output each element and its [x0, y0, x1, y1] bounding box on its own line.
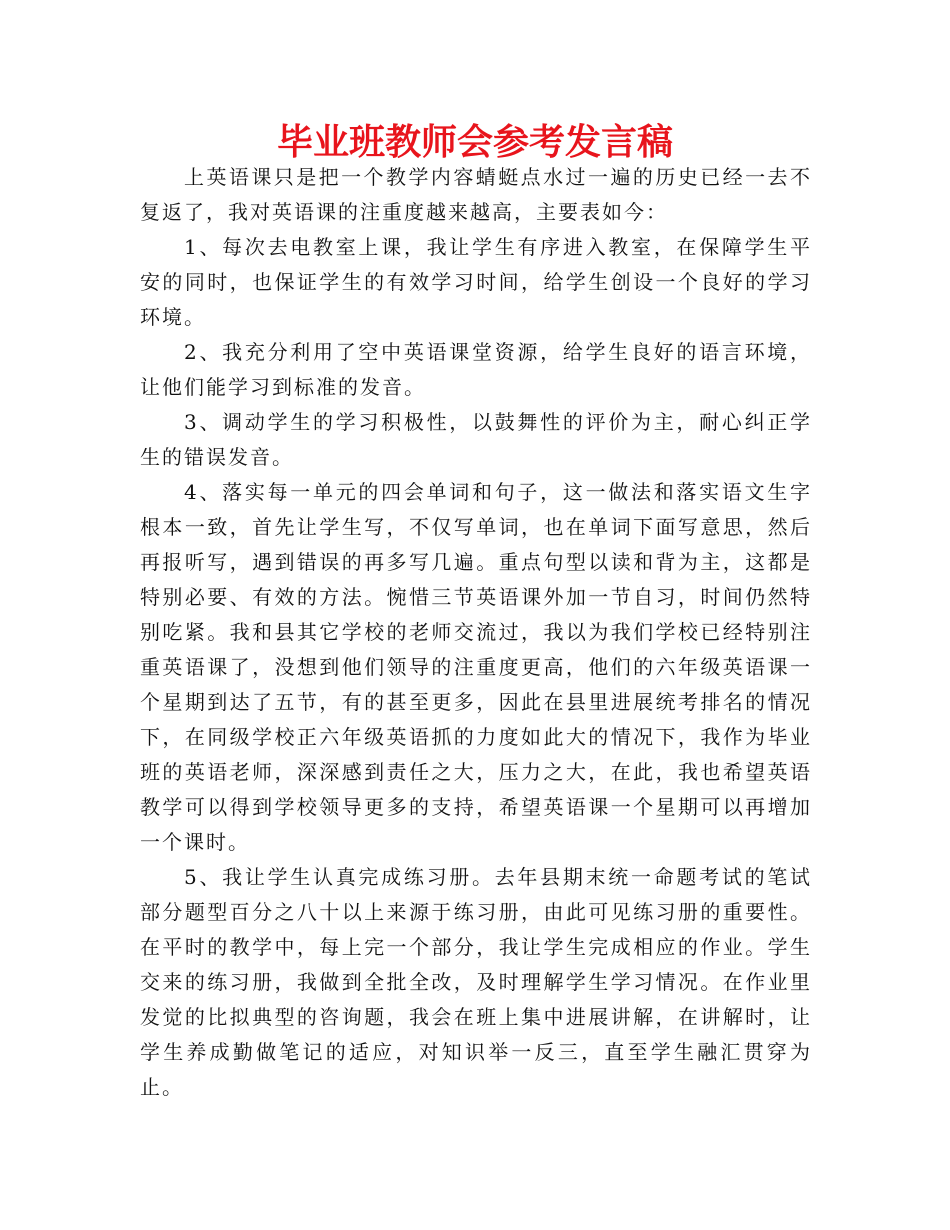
document-title: 毕业班教师会参考发言稿 — [276, 122, 673, 163]
paragraph-point-3: 3、调动学生的学习积极性，以鼓舞性的评价为主，耐心纠正学生的错误发音。 — [140, 410, 812, 469]
paragraph-intro: 上英语课只是把一个教学内容蜻蜓点水过一遍的历史已经一去不复返了，我对英语课的注重度越来越高，主要表如今： — [140, 165, 812, 224]
document-body — [140, 160, 812, 1105]
paragraph-point-2: 2、我充分利用了空中英语课堂资源，给学生良好的语言环境，让他们能学习到标准的发音。 — [140, 340, 812, 399]
paragraph-point-1: 1、每次去电教室上课，我让学生有序进入教室，在保障学生平安的同时，也保证学生的有效学习时间，给学生创设一个良好的学习环境。 — [140, 235, 812, 329]
paragraph-point-4: 4、落实每一单元的四会单词和句子，这一做法和落实语文生字根本一致，首先让学生写，不仅写单词，也在单词下面写意思，然后再报听写，遇到错误的再多写几遍。重点句型以读和背为主，这都是特别必要、有效的方法。惋惜三节英语课外加一节自习，时间仍然特别吃紧。我和县其它学校的老师交流过，我以为我们学校已经特别注重英语课了，没想到他们领导的注重度更高，他们的六年级英语课一个星期到达了五节，有的甚至更多，因此在县里进展统考排名的情况下，在同级学校正六年级英语抓的力度如此大的情况下，我作为毕业班的英语老师，深深感到责任之大，压力之大，在此，我也希望英语教学可以得到学校领导更多的支持，希望英语课一个星期可以再增加一个课时。 — [140, 480, 812, 854]
paragraph-point-5: 5、我让学生认真完成练习册。去年县期末统一命题考试的笔试部分题型百分之八十以上来源于练习册，由此可见练习册的重要性。在平时的教学中，每上完一个部分，我让学生完成相应的作业。学生交来的练习册，我做到全批全改，及时理解学生学习情况。在作业里发觉的比拟典型的咨询题，我会在班上集中进展讲解，在讲解时，让学生养成勤做笔记的适应，对知识举一反三，直至学生融汇贯穿为止。 — [140, 865, 812, 1099]
